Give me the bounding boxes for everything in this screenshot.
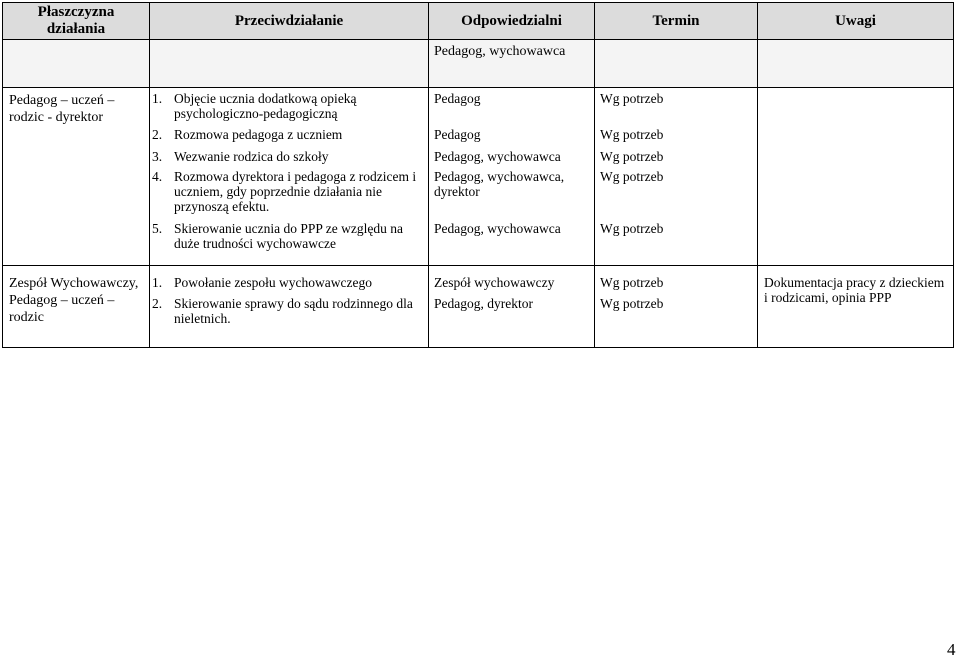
header-countermeasure: Przeciwdziałanie [150, 3, 429, 40]
header-plane [3, 3, 150, 40]
deadline-entry: Wg potrzeb [600, 296, 664, 311]
header-deadline: Termin [595, 3, 758, 40]
table-row [3, 266, 954, 348]
item-text: Rozmowa dyrektora i pedagoga z rodzicem i uczniem, gdy poprzednie działania nie przynoszą efektu. [174, 169, 417, 214]
continuation-deadline-cell [595, 40, 758, 88]
notes-cell [758, 88, 954, 266]
item-number: 3. [152, 149, 163, 164]
responsible-entry: Pedagog [434, 127, 481, 142]
responsible-entry: Pedagog, wychowawca [434, 221, 561, 236]
deadline-list [595, 88, 757, 257]
notes-cell: Dokumentacja pracy z dzieckiem i rodzicami, opinia PPP [758, 266, 954, 348]
item-text: Rozmowa pedagoga z uczniem [174, 127, 343, 142]
responsible-entry: Pedagog, wychowawca [434, 149, 561, 164]
continuation-plane-cell [3, 40, 150, 88]
header-plane-line1: Płaszczyzna [37, 4, 115, 20]
item-text: Wezwanie rodzica do szkoły [174, 149, 329, 164]
header-plane-line2: działania [46, 21, 106, 37]
continuation-responsible-cell [429, 40, 595, 88]
list-item [152, 169, 424, 221]
item-text: Skierowanie ucznia do PPP ze względu na duże trudności wychowawcze [174, 221, 403, 251]
continuation-row [3, 40, 954, 88]
deadline-entry: Wg potrzeb [600, 149, 664, 164]
responsible-list [429, 266, 594, 317]
item-text: Objęcie ucznia dodatkową opieką psychologiczno-pedagogiczną [174, 91, 357, 121]
responsible-entry: Pedagog, dyrektor [434, 296, 533, 311]
list-item [152, 275, 424, 296]
countermeasure-cell [150, 88, 429, 266]
responsible-entry: Zespół wychowawczy [434, 275, 555, 290]
item-number: 1. [152, 275, 163, 290]
item-number: 5. [152, 221, 163, 236]
continuation-notes-cell [758, 40, 954, 88]
responsible-list [429, 88, 594, 257]
responsible-cell [429, 266, 595, 348]
deadline-entry: Wg potrzeb [600, 221, 664, 236]
list-item [152, 91, 424, 127]
deadline-entry: Wg potrzeb [600, 91, 664, 106]
countermeasure-list [150, 266, 428, 330]
table-header-row [3, 3, 954, 40]
header-responsible: Odpowiedzialni [429, 3, 595, 40]
continuation-responsible-text: Pedagog, wychowawca [434, 44, 566, 59]
list-item [152, 221, 424, 257]
item-number: 2. [152, 296, 163, 311]
countermeasure-cell [150, 266, 429, 348]
deadline-entry: Wg potrzeb [600, 169, 664, 184]
deadline-entry: Wg potrzeb [600, 127, 664, 142]
countermeasure-list [150, 88, 428, 257]
header-notes: Uwagi [758, 3, 954, 40]
table-row [3, 88, 954, 266]
page-number: 4 [947, 640, 956, 659]
deadline-list [595, 266, 757, 317]
item-text: Powołanie zespołu wychowawczego [174, 275, 372, 290]
deadline-cell [595, 266, 758, 348]
responsible-entry: Pedagog, wychowawca, dyrektor [434, 169, 565, 199]
responsible-entry: Pedagog [434, 91, 481, 106]
action-plan-table [2, 2, 954, 348]
item-text: Skierowanie sprawy do sądu rodzinnego dla nieletnich. [174, 296, 413, 326]
continuation-countermeasure-cell [150, 40, 429, 88]
plane-cell: Pedagog – uczeń – rodzic - dyrektor [3, 88, 150, 266]
list-item [152, 296, 424, 330]
plane-cell: Zespół Wychowawczy, Pedagog – uczeń – rodzic [3, 266, 150, 348]
list-item [152, 127, 424, 149]
item-number: 1. [152, 91, 163, 106]
list-item [152, 149, 424, 169]
responsible-cell [429, 88, 595, 266]
item-number: 4. [152, 169, 163, 184]
deadline-cell [595, 88, 758, 266]
deadline-entry: Wg potrzeb [600, 275, 664, 290]
item-number: 2. [152, 127, 163, 142]
